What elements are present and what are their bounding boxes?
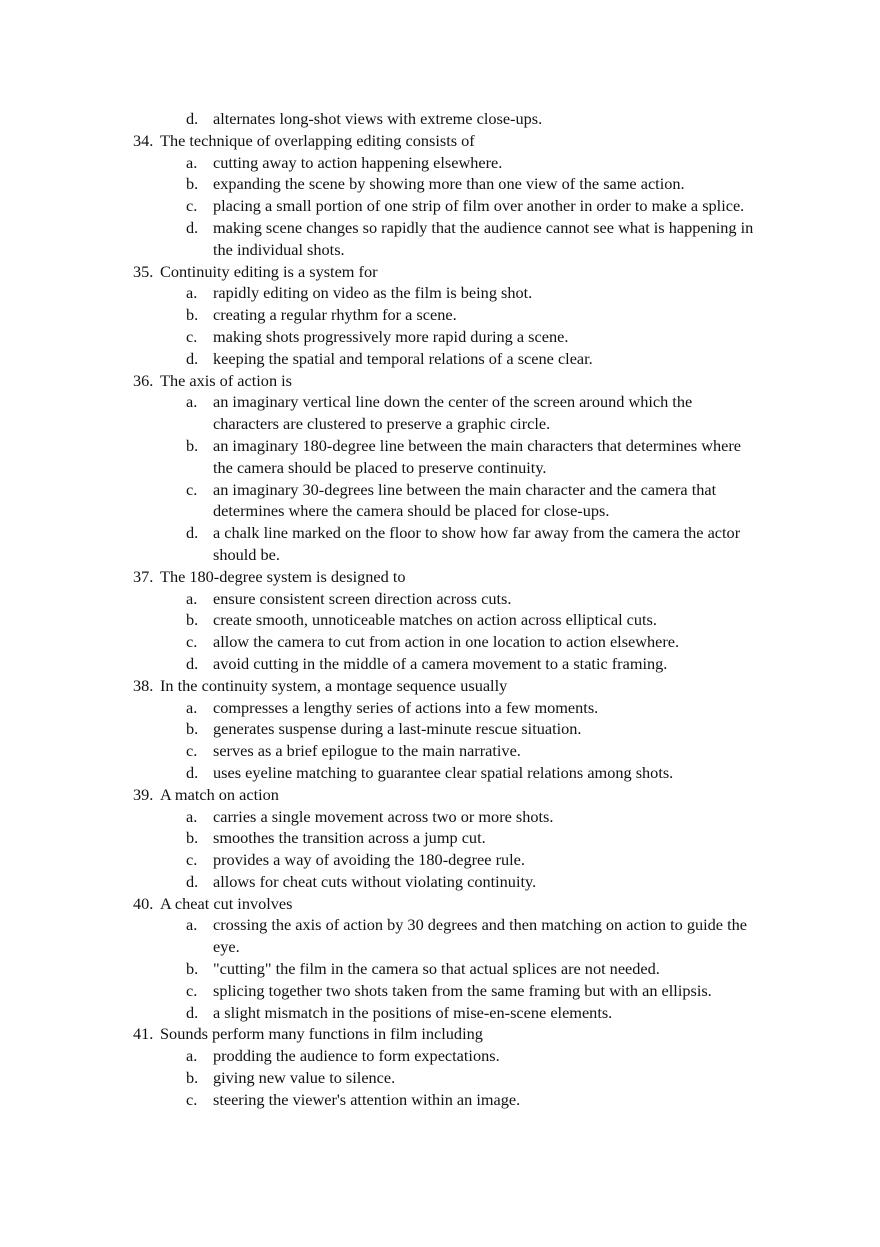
option-letter: c. <box>186 196 198 216</box>
question-41 <box>133 1023 773 1110</box>
option-text: creating a regular rhythm for a scene. <box>213 305 457 325</box>
option-letter: a. <box>186 1046 198 1066</box>
option-letter: b. <box>186 435 199 455</box>
option-letter: d. <box>186 653 199 673</box>
option-d <box>133 653 761 675</box>
option-letter: b. <box>186 1068 199 1088</box>
question-38 <box>133 675 773 784</box>
option-text: serves as a brief epilogue to the main narrative. <box>213 741 521 761</box>
option-text: making shots progressively more rapid during a scene. <box>213 326 569 346</box>
option-b <box>133 173 761 195</box>
option-text: rapidly editing on video as the film is being shot. <box>213 283 533 303</box>
option-c <box>133 1089 761 1111</box>
question-stem: In the continuity system, a montage sequence usually <box>160 675 508 695</box>
question-stem: Sounds perform many functions in film including <box>160 1024 483 1044</box>
question-36 <box>133 370 773 566</box>
question-stem: A match on action <box>160 784 279 804</box>
option-text: an imaginary 30-degrees line between the main character and the camera that determines where the camera should be placed for close-ups. <box>213 479 717 521</box>
question-number: 35. <box>133 261 154 281</box>
option-c <box>133 740 761 762</box>
option-letter: a. <box>186 915 198 935</box>
option-text: a slight mismatch in the positions of mise-en-scene elements. <box>213 1002 613 1022</box>
option-letter: c. <box>186 632 198 652</box>
question-stem: The technique of overlapping editing consists of <box>160 130 475 150</box>
option-letter: d. <box>186 109 199 128</box>
option-text: a chalk line marked on the floor to show how far away from the camera the actor should be. <box>213 523 741 564</box>
option-text: carries a single movement across two or more shots. <box>213 806 554 826</box>
option-a <box>133 697 761 719</box>
option-letter: c. <box>186 479 198 499</box>
option-b <box>133 827 761 849</box>
option-text: compresses a lengthy series of actions into a few moments. <box>213 697 599 717</box>
question-stem: The axis of action is <box>160 370 293 390</box>
option-letter: d. <box>186 1002 199 1022</box>
option-letter: a. <box>186 283 198 303</box>
option-letter: a. <box>186 806 198 826</box>
question-34 <box>133 130 773 261</box>
option-c <box>133 849 761 871</box>
question-number: 36. <box>133 370 154 390</box>
option-text: allows for cheat cuts without violating continuity. <box>213 871 537 891</box>
option-d <box>133 871 761 893</box>
option-d <box>133 522 761 566</box>
option-a <box>133 1045 761 1067</box>
option-letter: b. <box>186 610 199 630</box>
question-35 <box>133 261 773 370</box>
question-number: 41. <box>133 1024 154 1044</box>
option-letter: c. <box>186 326 198 346</box>
option-b <box>133 435 761 479</box>
option-c <box>133 326 761 348</box>
question-number: 39. <box>133 784 154 804</box>
option-a <box>133 806 761 828</box>
option-a <box>133 588 761 610</box>
option-b <box>133 718 761 740</box>
option-d <box>133 348 761 370</box>
option-text: alternates long-shot views with extreme close-ups. <box>213 109 543 128</box>
option-text: giving new value to silence. <box>213 1068 396 1088</box>
option-text: prodding the audience to form expectations. <box>213 1046 500 1066</box>
question-stem: A cheat cut involves <box>160 893 293 913</box>
option-letter: a. <box>186 152 198 172</box>
option-letter: c. <box>186 980 198 1000</box>
option-text: an imaginary 180-degree line between the main characters that determines where the camera should be placed to preserve continuity. <box>213 435 741 477</box>
option-text: cutting away to action happening elsewhere. <box>213 152 503 172</box>
option-text: making scene changes so rapidly that the audience cannot see what is happening in the individual shots. <box>213 217 754 259</box>
option-text: smoothes the transition across a jump cut. <box>213 828 486 848</box>
option-text: ensure consistent screen direction across cuts. <box>213 588 512 608</box>
option-letter: d. <box>186 871 199 891</box>
option-a <box>133 282 761 304</box>
option-letter: b. <box>186 719 199 739</box>
option-letter: b. <box>186 959 199 979</box>
option-letter: d. <box>186 348 199 368</box>
option-letter: c. <box>186 850 198 870</box>
question-stem: The 180-degree system is designed to <box>160 566 406 586</box>
option-letter: b. <box>186 305 199 325</box>
option-c <box>133 631 761 653</box>
option-text: provides a way of avoiding the 180-degree rule. <box>213 850 525 870</box>
option-b <box>133 609 761 631</box>
option-b <box>133 958 761 980</box>
option-text: create smooth, unnoticeable matches on action across elliptical cuts. <box>213 610 657 630</box>
option-text: expanding the scene by showing more than one view of the same action. <box>213 174 685 194</box>
option-text: keeping the spatial and temporal relations of a scene clear. <box>213 348 593 368</box>
option-text: an imaginary vertical line down the center of the screen around which the characters are clustered to preserve a graphic circle. <box>213 392 693 434</box>
question-number: 38. <box>133 675 154 695</box>
option-letter: a. <box>186 392 198 412</box>
option-text: allow the camera to cut from action in one location to action elsewhere. <box>213 632 680 652</box>
question-list <box>133 108 773 1111</box>
option-text: placing a small portion of one strip of film over another in order to make a splice. <box>213 196 745 216</box>
option-letter: c. <box>186 1089 198 1109</box>
option-letter: a. <box>186 588 198 608</box>
option-letter: b. <box>186 828 199 848</box>
question-number: 34. <box>133 130 154 150</box>
option-letter: c. <box>186 741 198 761</box>
option-text: splicing together two shots taken from the same framing but with an ellipsis. <box>213 980 712 1000</box>
option-text: crossing the axis of action by 30 degrees and then matching on action to guide the eye. <box>213 915 747 957</box>
carry-over-option <box>133 108 761 130</box>
option-text: avoid cutting in the middle of a camera movement to a static framing. <box>213 653 668 673</box>
option-letter: b. <box>186 174 199 194</box>
option-letter: d. <box>186 217 199 237</box>
question-number: 40. <box>133 893 154 913</box>
option-text: steering the viewer's attention within an image. <box>213 1089 521 1109</box>
option-c <box>133 479 761 523</box>
option-a <box>133 152 761 174</box>
option-a <box>133 391 761 435</box>
question-stem: Continuity editing is a system for <box>160 261 378 281</box>
option-b <box>133 304 761 326</box>
option-d <box>133 217 761 261</box>
option-d <box>133 762 761 784</box>
question-40 <box>133 893 773 1024</box>
option-a <box>133 914 761 958</box>
option-text: "cutting" the film in the camera so that actual splices are not needed. <box>213 959 660 979</box>
option-text: generates suspense during a last-minute rescue situation. <box>213 719 582 739</box>
option-letter: d. <box>186 762 199 782</box>
option-c <box>133 980 793 1002</box>
question-number: 37. <box>133 566 154 586</box>
question-39 <box>133 784 773 893</box>
option-b <box>133 1067 761 1089</box>
option-letter: d. <box>186 523 199 543</box>
option-c <box>133 195 761 217</box>
option-d <box>133 1002 761 1024</box>
question-37 <box>133 566 773 675</box>
option-letter: a. <box>186 697 198 717</box>
option-text: uses eyeline matching to guarantee clear spatial relations among shots. <box>213 762 674 782</box>
